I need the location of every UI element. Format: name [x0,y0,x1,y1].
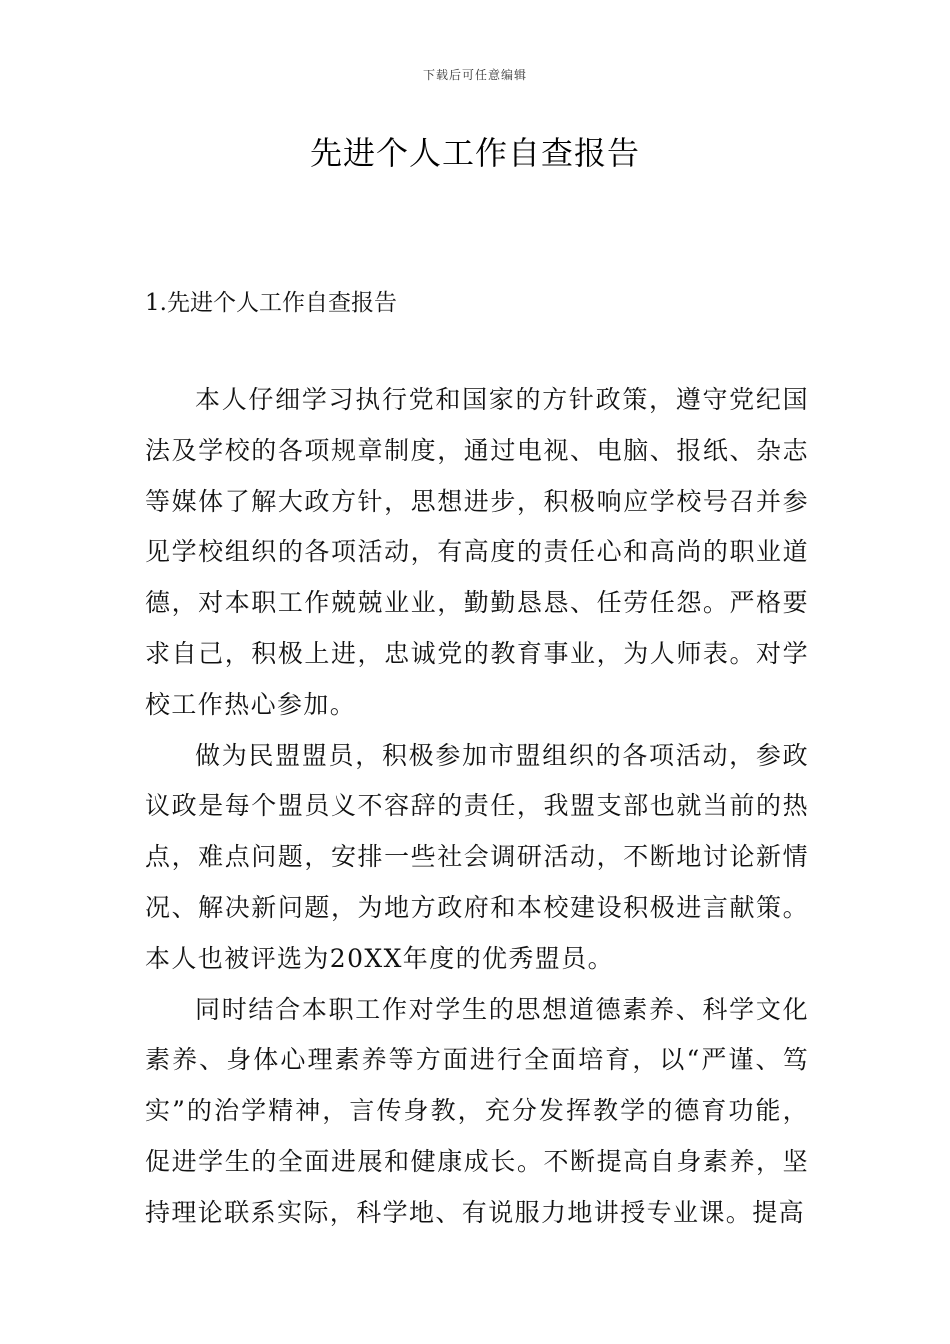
header-note: 下载后可任意编辑 [422,68,527,82]
document-title: 先进个人工作自查报告 [309,134,640,172]
body-text [145,375,809,1239]
paragraph-2: 做为民盟盟员，积极参加市盟组织的各项活动，参政议政是每个盟员义不容辞的责任，我盟支部也就当前的热点，难点问题，安排一些社会调研活动，不断地讨论新情况、解决新问题，为地方政府和本校建设积极进言献策。本人也被评选为20XX年度的优秀盟员。 [145,740,809,973]
section-heading: 1.先进个人工作自查报告 [145,290,397,316]
paragraph-3: 同时结合本职工作对学生的思想道德素养、科学文化素养、身体心理素养等方面进行全面培育，以“严谨、笃实”的治学精神，言传身教，充分发挥教学的德育功能，促进学生的全面进展和健康成长。不断提高自身素养，坚持理论联系实际，科学地、有说服力地讲授专业课。提高 [145,994,809,1227]
paragraph-1: 本人仔细学习执行党和国家的方针政策，遵守党纪国法及学校的各项规章制度，通过电视、电脑、报纸、杂志等媒体了解大政方针，思想进步，积极响应学校号召并参见学校组织的各项活动，有高度的责任心和高尚的职业道德，对本职工作兢兢业业，勤勤恳恳、任劳任怨。严格要求自己，积极上进，忠诚党的教育事业，为人师表。对学校工作热心参加。 [145,385,809,719]
